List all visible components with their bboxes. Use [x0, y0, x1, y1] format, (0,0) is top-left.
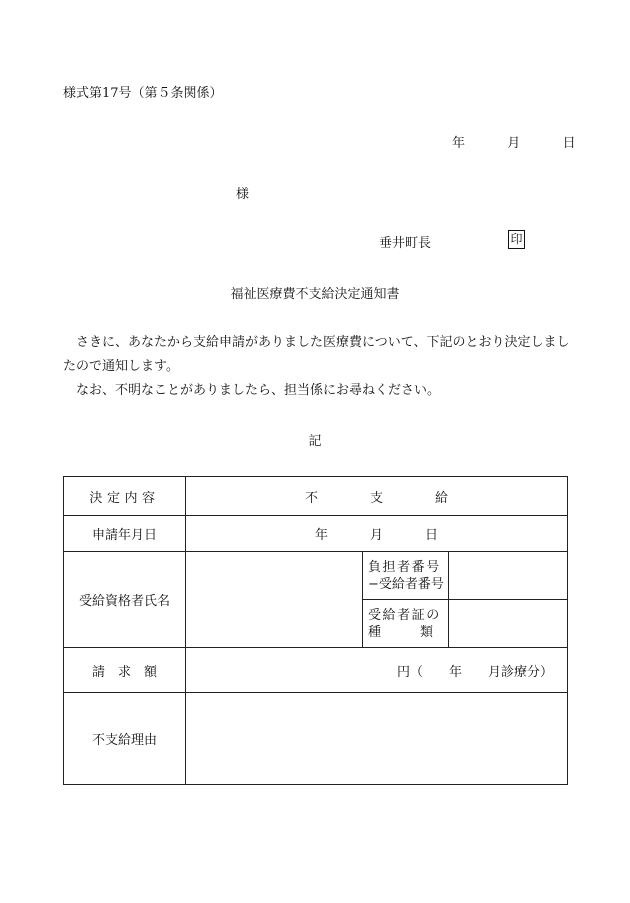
- issuer-name: 垂井町長: [379, 236, 432, 251]
- billing-month: 月診療分）: [487, 664, 553, 680]
- payer-number-label-line-2: −受給者番号: [368, 576, 444, 592]
- detail-table: [63, 476, 568, 785]
- document-title: 福祉医療費不支給決定通知書: [230, 287, 400, 302]
- reason-value: [186, 693, 568, 785]
- decision-row: [64, 477, 568, 516]
- billing-yen: 円（: [396, 664, 423, 680]
- billing-amount-label: 請 求 額: [64, 648, 186, 693]
- billing-row: [64, 648, 568, 693]
- payer-number-value: [449, 552, 568, 600]
- billing-year: 年: [448, 664, 462, 680]
- notice-paragraph-2: なお、不明なことがありましたら、担当係にお尋ねください。: [76, 383, 441, 398]
- recipient-name-label: 受給資格者氏名: [64, 552, 186, 648]
- certificate-type-label: [363, 600, 449, 648]
- issue-date-year: 年: [452, 136, 466, 151]
- form-number: 様式第17号（第５条関係）: [63, 86, 223, 101]
- issue-date: [452, 132, 576, 151]
- decision-label: 決定内容: [64, 477, 186, 516]
- recipient-row-1: [64, 552, 568, 600]
- decision-value: [186, 477, 568, 516]
- seal-stamp-box: 印: [508, 230, 525, 249]
- ki-heading: 記: [308, 434, 322, 449]
- app-year: 年: [314, 528, 328, 543]
- decision-value-char-2: 支: [369, 490, 383, 506]
- issue-date-month: 月: [507, 136, 521, 151]
- application-date-value: [186, 516, 568, 552]
- reason-row: [64, 693, 568, 785]
- application-date-label: 申請年月日: [64, 516, 186, 552]
- app-month: 月: [369, 528, 383, 543]
- recipient-name-value: [186, 552, 363, 648]
- notice-body: [63, 331, 573, 403]
- decision-value-char-1: 不: [304, 490, 318, 506]
- issue-date-day: 日: [562, 136, 576, 151]
- payer-number-label: [363, 552, 449, 600]
- app-day: 日: [425, 528, 439, 543]
- addressee-honorific: 様: [236, 187, 250, 202]
- certificate-type-label-line-1: 受給者証の: [368, 607, 441, 623]
- certificate-type-label-line-2: 種 類: [368, 624, 434, 640]
- application-date-row: [64, 516, 568, 552]
- certificate-type-value: [449, 600, 568, 648]
- payer-number-label-line-1: 負担者番号: [368, 559, 441, 575]
- notice-paragraph-1: さきに、あなたから支給申請がありました医療費について、下記のとおり決定しましたので通知します。: [63, 335, 570, 374]
- reason-label: 不支給理由: [64, 693, 186, 785]
- decision-value-char-3: 給: [435, 490, 449, 506]
- billing-amount-value: [186, 648, 568, 693]
